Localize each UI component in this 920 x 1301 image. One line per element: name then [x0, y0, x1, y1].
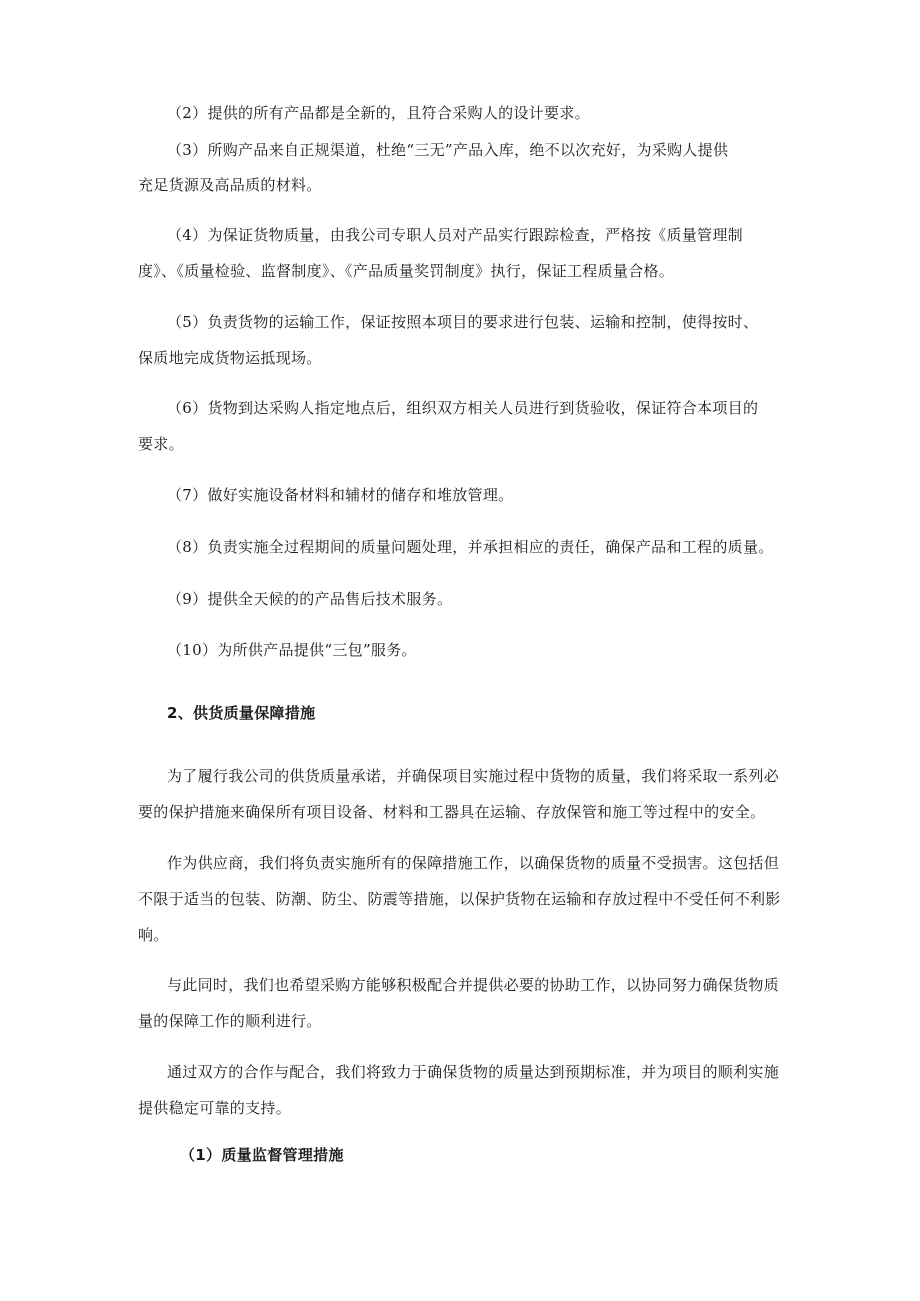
list-item-line: （7）做好实施设备材料和辅材的储存和堆放管理。: [167, 486, 514, 504]
list-item-line: （5）负责货物的运输工作，保证按照本项目的要求进行包装、运输和控制，使得按时、: [167, 313, 759, 331]
list-item-line: （3）所购产品来自正规渠道，杜绝“三无”产品入库，绝不以次充好，为采购人提供: [167, 141, 729, 159]
paragraph-line: 提供稳定可靠的支持。: [138, 1099, 292, 1117]
list-item-line: （4）为保证货物质量，由我公司专职人员对产品实行跟踪检查，严格按《质量管理制: [167, 226, 743, 244]
paragraph-line: 量的保障工作的顺利进行。: [138, 1012, 322, 1030]
list-item-line: （10）为所供产品提供“三包”服务。: [167, 641, 417, 659]
section-heading: 2、供货质量保障措施: [167, 704, 316, 722]
paragraph-line: 响。: [138, 926, 169, 944]
list-item-line: （8）负责实施全过程期间的质量问题处理，并承担相应的责任，确保产品和工程的质量。: [167, 538, 774, 556]
paragraph-line: 为了履行我公司的供货质量承诺，并确保项目实施过程中货物的质量，我们将采取一系列必: [167, 767, 780, 785]
list-item-line: （9）提供全天候的的产品售后技术服务。: [167, 590, 453, 608]
list-item-line: 要求。: [138, 435, 184, 453]
paragraph-line: 不限于适当的包装、防潮、防尘、防震等措施，以保护货物在运输和存放过程中不受任何不利影: [138, 890, 781, 908]
paragraph-line: 要的保护措施来确保所有项目设备、材料和工器具在运输、存放保管和施工等过程中的安全。: [138, 803, 766, 821]
list-item-line: （6）货物到达采购人指定地点后，组织双方相关人员进行到货验收，保证符合本项目的: [167, 399, 759, 417]
list-item-line: 度》、《质量检验、监督制度》、《产品质量奖罚制度》执行，保证工程质量合格。: [138, 262, 675, 280]
list-item-line: 保质地完成货物运抵现场。: [138, 349, 322, 367]
paragraph-line: 与此同时，我们也希望采购方能够积极配合并提供必要的协助工作，以协同努力确保货物质: [167, 976, 780, 994]
list-item-line: 充足货源及高品质的材料。: [138, 176, 322, 194]
paragraph-line: 作为供应商，我们将负责实施所有的保障措施工作，以确保货物的质量不受损害。这包括但: [167, 854, 780, 872]
list-item-line: （2）提供的所有产品都是全新的，且符合采购人的设计要求。: [167, 104, 590, 122]
subsection-heading: （1）质量监督管理措施: [180, 1146, 344, 1164]
paragraph-line: 通过双方的合作与配合，我们将致力于确保货物的质量达到预期标准，并为项目的顺利实施: [167, 1063, 780, 1081]
